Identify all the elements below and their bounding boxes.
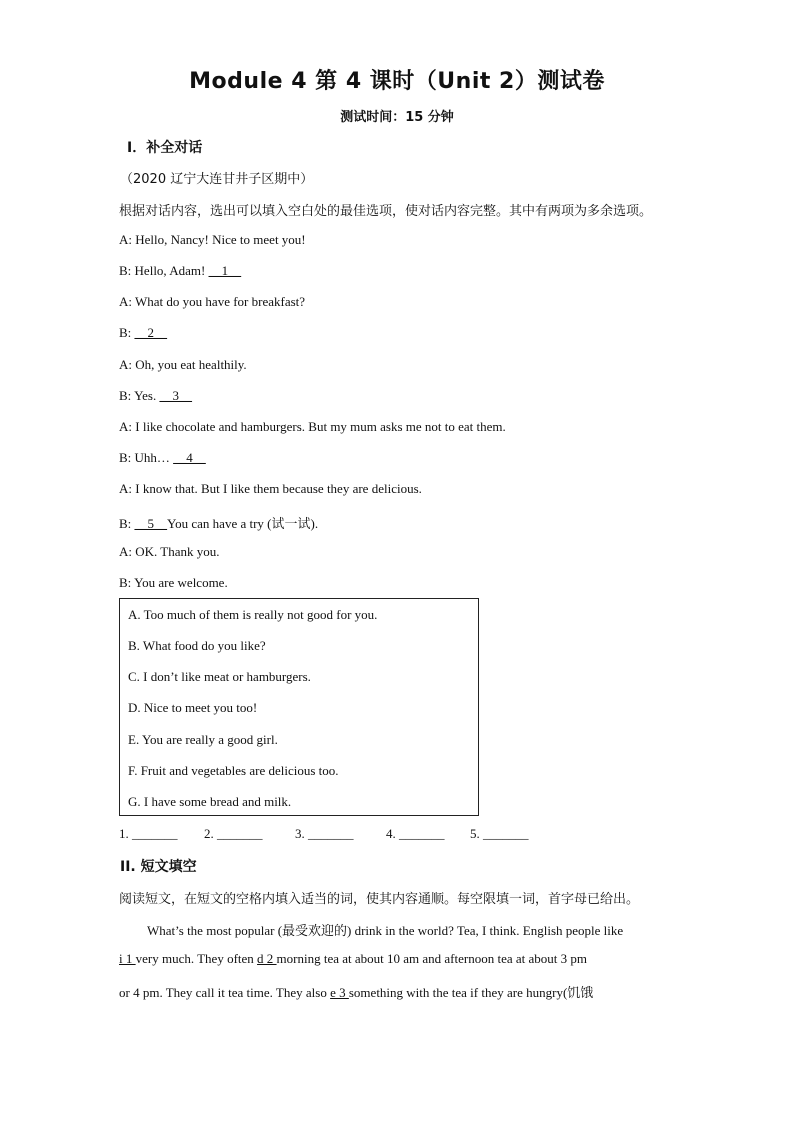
speaker: A: <box>119 481 132 496</box>
speaker: A: <box>119 357 132 372</box>
speaker: B: <box>119 450 132 465</box>
answer-blank-4[interactable]: 4. _______ <box>386 826 445 841</box>
passage-blank-2[interactable]: d 2 <box>257 951 277 966</box>
option-a: A. Too much of them is really not good for you. <box>128 607 378 622</box>
option-d: D. Nice to meet you too! <box>128 700 258 715</box>
dialogue-line <box>119 481 422 497</box>
line-text: You can have a try (试一试). <box>167 516 319 531</box>
line-text: Yes. <box>134 388 160 403</box>
section-1-source: （2020 辽宁大连甘井子区期中） <box>120 172 314 187</box>
passage-blank-3[interactable]: e 3 <box>330 985 349 1000</box>
dialogue-line <box>119 357 247 373</box>
speaker: A: <box>119 232 132 247</box>
blank-2[interactable]: __2__ <box>134 325 168 340</box>
line-text: Hello, Adam! <box>134 263 209 278</box>
line-text: Uhh… <box>134 450 174 465</box>
options-box <box>119 598 479 816</box>
blank-4[interactable]: __4__ <box>173 450 206 465</box>
dialogue-line <box>119 294 305 310</box>
answer-blank-5[interactable]: 5. _______ <box>470 826 529 841</box>
line-text: I know that. But I like them because they are delicious. <box>135 481 422 496</box>
section-1-heading: I．补全对话 <box>127 140 203 156</box>
answer-blank-3[interactable]: 3. _______ <box>295 826 354 841</box>
blank-5[interactable]: __5__ <box>134 516 168 531</box>
speaker: B: <box>119 263 132 278</box>
passage-text: or 4 pm. They call it tea time. They also <box>119 985 331 1000</box>
passage-line: What’s the most popular (最受欢迎的) drink in the world? Tea, I think. English people like <box>147 923 624 938</box>
test-duration: 测试时间：15 分钟 <box>340 110 454 125</box>
section-2-heading: II. 短文填空 <box>120 859 197 875</box>
speaker: B: <box>119 388 132 403</box>
line-text: OK. Thank you. <box>135 544 220 559</box>
speaker: B: <box>119 325 132 340</box>
option-b: B. What food do you like? <box>128 638 266 653</box>
passage-text: something with the tea if they are hungry(饥饿 <box>348 985 594 1000</box>
answer-blank-1[interactable]: 1. _______ <box>119 826 178 841</box>
blank-1[interactable]: __1__ <box>208 263 242 278</box>
passage-text: very much. They often <box>135 951 258 966</box>
dialogue-line <box>119 450 206 466</box>
dialogue-line <box>119 263 241 279</box>
dialogue-line <box>119 513 318 532</box>
speaker: B: <box>119 516 132 531</box>
speaker: A: <box>119 294 132 309</box>
dialogue-line <box>119 544 220 560</box>
dialogue-line <box>119 232 306 248</box>
line-text: Oh, you eat healthily. <box>135 357 247 372</box>
speaker: B: <box>119 575 132 590</box>
passage-blank-1[interactable]: i 1 <box>119 951 136 966</box>
line-text: What do you have for breakfast? <box>135 294 306 309</box>
option-c: C. I don’t like meat or hamburgers. <box>128 669 311 684</box>
section-2-instruction: 阅读短文，在短文的空格内填入适当的词，使其内容通顺。每空限填一词，首字母已给出。 <box>119 892 640 907</box>
speaker: A: <box>119 419 132 434</box>
line-text: I like chocolate and hamburgers. But my mum asks me not to eat them. <box>135 419 506 434</box>
speaker: A: <box>119 544 132 559</box>
dialogue-line <box>119 575 228 591</box>
line-text: Hello, Nancy! Nice to meet you! <box>135 232 306 247</box>
section-1-instruction: 根据对话内容，选出可以填入空白处的最佳选项，使对话内容完整。其中有两项为多余选项。 <box>119 204 653 219</box>
option-g: G. I have some bread and milk. <box>128 794 292 809</box>
option-f: F. Fruit and vegetables are delicious too. <box>128 763 339 778</box>
passage-line <box>119 982 593 1001</box>
passage-line <box>119 951 587 967</box>
page-title: Module 4 第 4 课时（Unit 2）测试卷 <box>189 69 605 94</box>
dialogue-line <box>119 419 506 435</box>
option-e: E. You are really a good girl. <box>128 732 278 747</box>
answer-blank-2[interactable]: 2. _______ <box>204 826 263 841</box>
blank-3[interactable]: __3__ <box>159 388 192 403</box>
line-text: You are welcome. <box>134 575 228 590</box>
passage-text: morning tea at about 10 am and afternoon tea at about 3 pm <box>276 951 588 966</box>
dialogue-line <box>119 388 192 404</box>
dialogue-line <box>119 325 167 341</box>
